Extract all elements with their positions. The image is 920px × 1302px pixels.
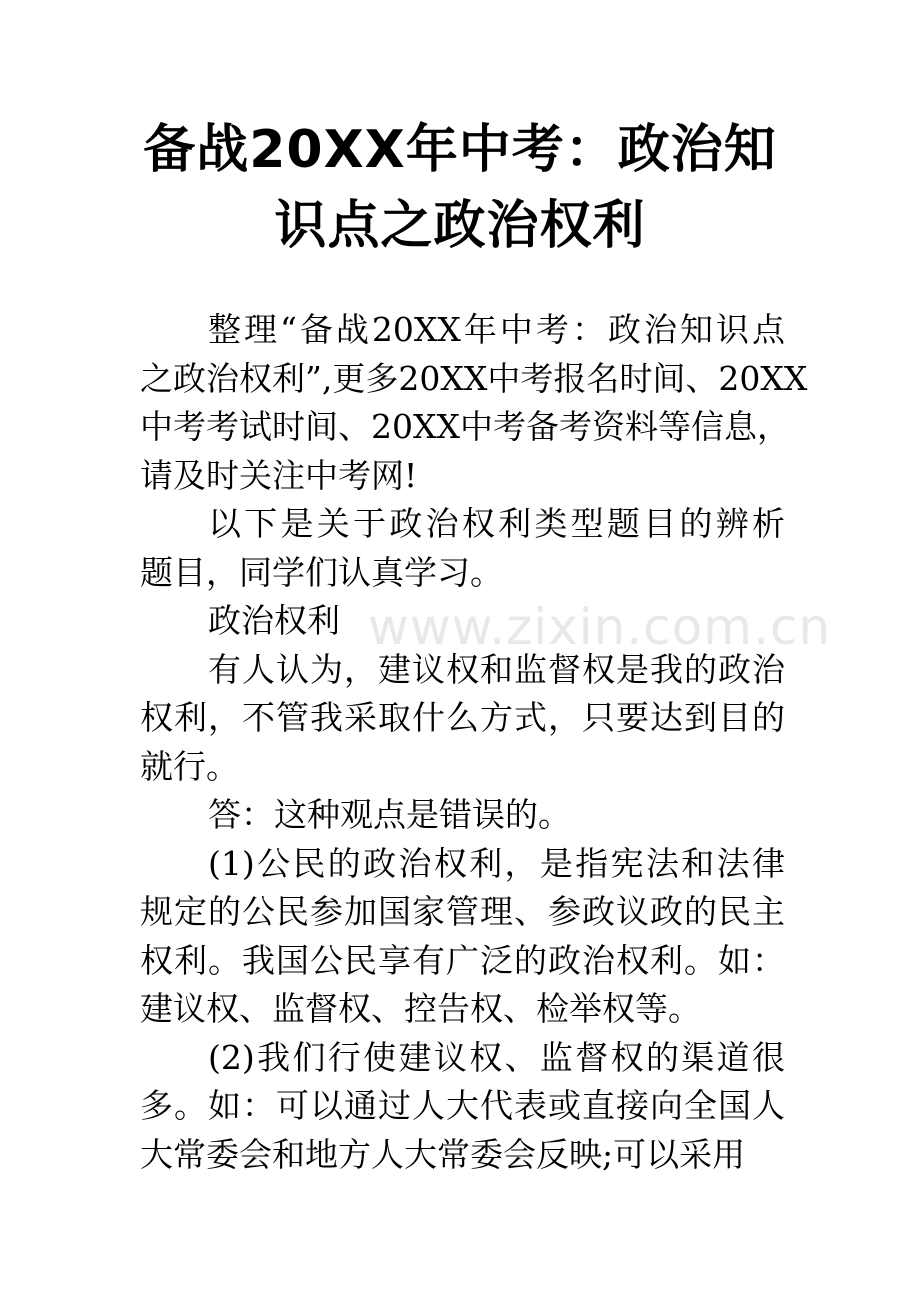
paragraph-line: 建议权、监督权、控告权、检举权等。: [140, 989, 701, 1028]
paragraph-line: (1)公民的政治权利，是指宪法和法律: [208, 843, 785, 883]
paragraph-line: 权利，不管我采取什么方式，只要达到目的: [140, 698, 785, 737]
paragraph: [140, 840, 785, 1034]
paragraph-line: 权利。我国公民享有广泛的政治权利。如：: [140, 940, 785, 980]
document-body: [140, 306, 808, 1179]
paragraph-line: 整理“备战20XX年中考：政治知识点: [208, 310, 785, 349]
paragraph: [140, 500, 785, 597]
paragraph: [140, 597, 785, 646]
paragraph: [140, 306, 808, 500]
paragraph-line: 大常委会和地方人大常委会反映;可以采用: [140, 1134, 746, 1174]
paragraph-line: 多。如：可以通过人大代表或直接向全国人: [140, 1086, 785, 1125]
title-line-1: 备战20XX年中考：政治知: [143, 120, 777, 180]
watermark: www.zixin.com.cn: [368, 598, 832, 656]
paragraph-line: 就行。: [140, 746, 239, 786]
paragraph-line: 答：这种观点是错误的。: [208, 795, 571, 834]
paragraph-line: 请及时关注中考网!: [140, 455, 418, 495]
paragraph-line: (2)我们行使建议权、监督权的渠道很: [208, 1037, 785, 1077]
paragraph-line: 政治权利: [208, 601, 340, 640]
paragraph-line: 以下是关于政治权利类型题目的辨析: [208, 504, 785, 543]
paragraph: [140, 791, 785, 840]
paragraph: [140, 646, 785, 792]
paragraph-line: 中考考试时间、20XX中考备考资料等信息，: [140, 407, 790, 446]
paragraph-line: 题目，同学们认真学习。: [140, 552, 503, 592]
title-line-2: 识点之政治权利: [274, 196, 646, 256]
paragraph: [140, 1034, 785, 1180]
paragraph-line: 之政治权利”,更多20XX中考报名时间、20XX: [140, 358, 808, 398]
paragraph-line: 规定的公民参加国家管理、参政议政的民主: [140, 892, 785, 931]
paragraph-line: 有人认为，建议权和监督权是我的政治: [208, 649, 785, 689]
document-title: [120, 112, 800, 264]
